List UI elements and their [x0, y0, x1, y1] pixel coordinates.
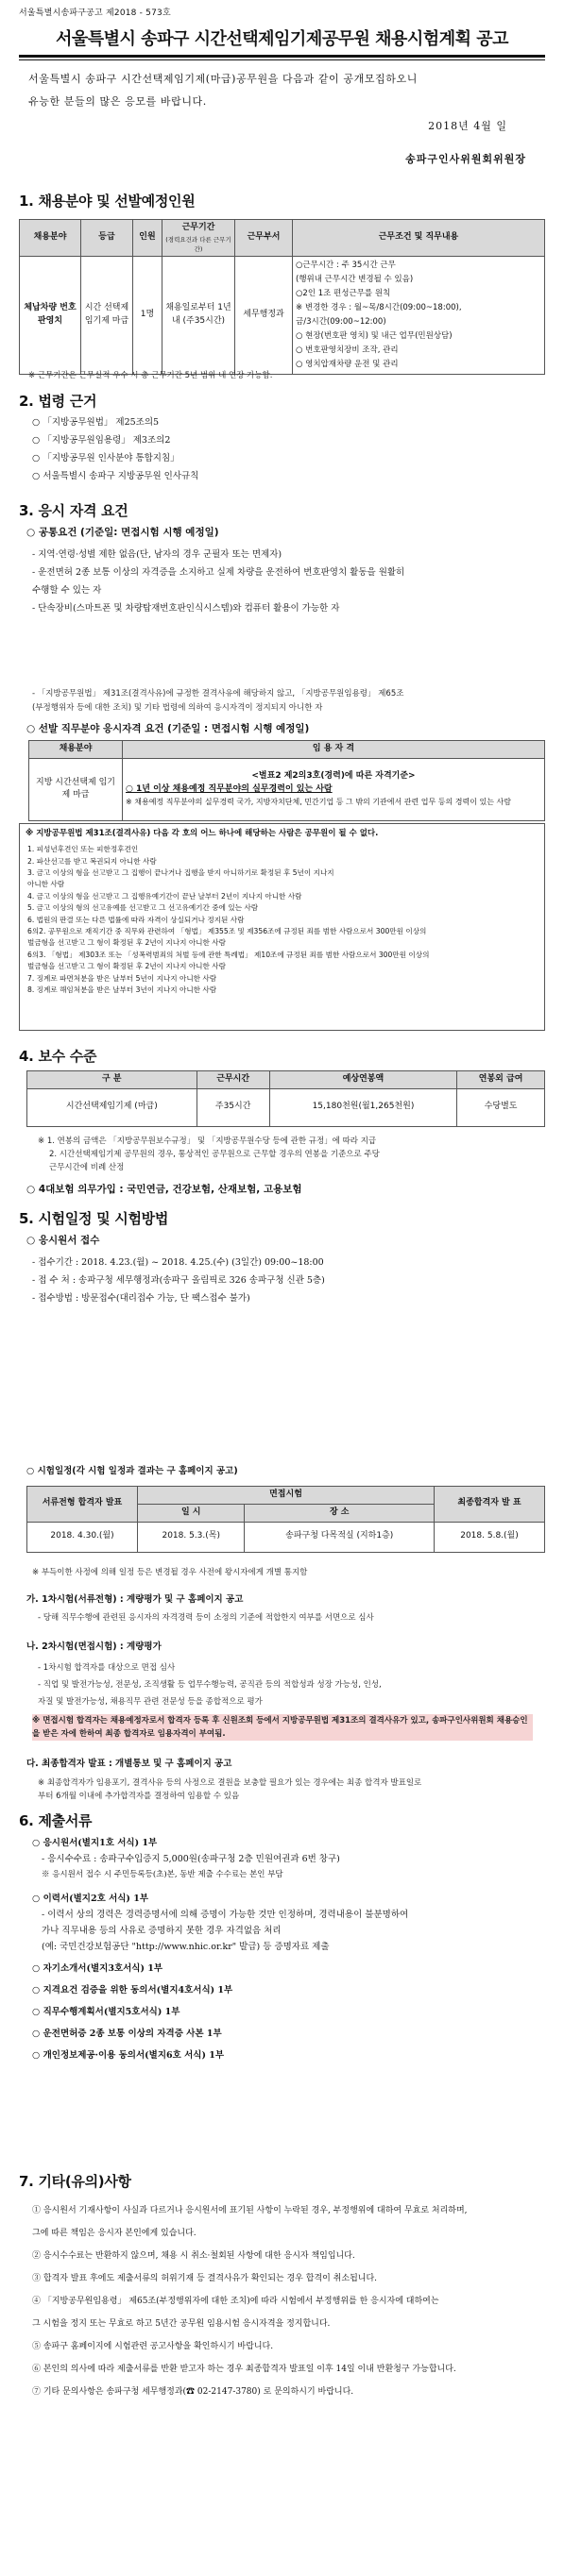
disq-item: 8. 징계로 해임처분을 받은 날부터 3년이 지나지 아니한 사람	[27, 985, 217, 995]
law-item: ○ 「지방공무원 인사분야 통합지침」	[32, 453, 179, 463]
qual-item: ○ 1년 이상 채용예정 직무분야의 실무경력이 있는 사람	[126, 784, 333, 795]
spacer	[32, 1883, 533, 1891]
salary-notes	[38, 1135, 380, 1174]
table-header-row	[27, 1487, 545, 1505]
document-item: ○ 직무수행계획서(별지5호서식) 1부	[32, 2007, 180, 2017]
cell-doc-date: 2018. 4.30.(월)	[27, 1522, 138, 1552]
col-period	[162, 220, 235, 257]
interview-warning: ※ 면접시험 합격자는 채용예정자로서 합격자 등록 후 신원조회 등에서 지방공무원법 제31조의 결격사유가 있고, 송파구인사위원회 채용승인을 받은 자에 한하여 최종 합격자로 임용자격이 부여됨.	[32, 1714, 533, 1741]
method-3-desc	[38, 1776, 421, 1803]
job-req-table	[28, 740, 545, 821]
intro-line-2: 유능한 분들의 많은 응모를 바랍니다.	[28, 95, 207, 108]
notice-item: ④ 「지방공무원임용령」 제65조(부정행위자에 대한 조치)에 따라 시험에서 부정행위를 한 응시자에 대하여는	[32, 2297, 439, 2306]
req-item: - 지역·연령·성별 제한 없음(단, 남자의 경우 군필자 또는 면제자)	[32, 549, 282, 560]
section-5-title: 5. 시험일정 및 시험방법	[19, 1210, 169, 1227]
period-note: ※ 근무기간은 근무실적 우수 시 총 근무기간 5년 범위 내 연장 가능함.	[28, 371, 273, 380]
salary-note: 근무시간에 비례 산정	[49, 1163, 125, 1172]
cell-salary: 15,180천원(월1,265천원)	[269, 1088, 457, 1126]
law-note	[32, 687, 403, 716]
cell-type: 시간선택제임기제 (마급)	[27, 1088, 197, 1126]
recruit-table	[19, 219, 545, 375]
document-item: ○ 응시원서(별지1호 서식) 1부	[32, 1838, 158, 1848]
document-item: ○ 운전면허증 2종 보통 이상의 자격증 사본 1부	[32, 2029, 222, 2039]
cell-hours: 주35시간	[197, 1088, 269, 1126]
col-grade: 등급	[81, 220, 133, 257]
section-7-title: 7. 기타(유의)사항	[19, 2173, 131, 2190]
req-item: - 운전면허 2종 보통 이상의 자격증을 소지하고 실제 차량을 운전하여 번호판영치 활동을 원활히	[32, 567, 405, 578]
method-line: - 직업 및 발전가능성, 전문성, 조직생활 등 업무수행능력, 공직관 등의 적합성과 성장 가능성, 인성,	[38, 1680, 382, 1690]
documents-list	[32, 1835, 533, 2063]
notice-item: ⑦ 기타 문의사항은 송파구청 세무행정과(☎ 02-2147-3780) 로 문의하시기 바랍니다.	[32, 2387, 354, 2397]
cell-interview-place: 송파구청 다목적실 (지하1층)	[245, 1522, 435, 1552]
cell-final-date: 2018. 5.8.(월)	[435, 1522, 545, 1552]
cell-interview-date: 2018. 5.3.(목)	[138, 1522, 245, 1552]
law-item: ○ 서울특별시 송파구 지방공무원 인사규칙	[32, 471, 199, 481]
col-dept: 근무부서	[235, 220, 293, 257]
page-title: 서울특별시 송파구 시간선택제임기제공무원 채용시험계획 공고	[55, 29, 509, 49]
issuing-org: 송파구인사위원회위원장	[405, 153, 526, 165]
cell-field: 지방 시간선택제 임기제 마급	[29, 758, 123, 820]
document-detail: ※ 응시원서 접수 시 주민등록등(초)본, 동반 제출 수수료는 본인 부담	[42, 1870, 283, 1879]
col-period-sub: (경력요건과 다른 근무기간)	[165, 235, 231, 253]
method-2-desc	[38, 1659, 382, 1710]
cell-period: 채용일로부터 1년 내 (주35시간)	[162, 257, 235, 375]
law-note-line: (부정행위자 등에 대한 조치) 및 기타 법령에 의하여 응시자격이 정지되지 아니한 자	[32, 703, 323, 713]
application-item: - 접수방법 : 방문접수(대리접수 가능, 단 팩스접수 불가)	[32, 1293, 250, 1304]
req-item: 수행할 수 있는 자	[32, 585, 102, 596]
qual-note: ※ 채용예정 직무분야의 실무경력 국가, 지방자치단체, 민간기업 등 그 밖의 기관에서 관련 업무 등의 경력이 있는 사람	[126, 798, 511, 807]
table-row	[27, 1522, 545, 1552]
document-detail: - 이력서 상의 경력은 경력증명서에 의해 증명이 가능한 것만 인정하며, 경력내용이 불분명하여	[42, 1910, 409, 1920]
cell-dept: 세무행정과	[235, 257, 293, 375]
col-hours: 근무시간	[197, 1071, 269, 1089]
disq-item: 2. 파산선고를 받고 복권되지 아니한 사람	[27, 856, 157, 866]
disq-item: 벌금형을 선고받고 그 형이 확정된 후 2년이 지나지 아니한 사람	[27, 938, 226, 948]
insurance-line: ○ 4대보험 의무가입 : 국민연금, 건강보험, 산재보험, 고용보험	[26, 1184, 302, 1195]
col-field: 채용분야	[20, 220, 81, 257]
disq-list	[20, 844, 544, 996]
section-6-title: 6. 제출서류	[19, 1812, 93, 1829]
col-duties: 근무조건 및 직무내용	[293, 220, 545, 257]
document-item: ○ 자기소개서(별지3호서식) 1부	[32, 1963, 163, 1974]
method-3-title: 다. 최종합격자 발표 : 개별통보 및 구 홈페이지 공고	[26, 1759, 232, 1769]
cell-extra: 수당별도	[457, 1088, 545, 1126]
law-item: ○ 「지방공무원법」 제25조의5	[32, 417, 160, 428]
section-3-title: 3. 응시 자격 요건	[19, 502, 128, 519]
disq-item: 벌금형을 선고받고 그 형이 확정된 후 2년이 지나지 아니한 사람	[27, 962, 226, 971]
method-1-desc: - 당해 직무수행에 관련된 응시자의 자격경력 등이 소정의 기준에 적합한지 여부를 서면으로 심사	[38, 1613, 374, 1623]
duty-line: 금/3시간(09:00~12:00)	[296, 317, 386, 328]
table-row	[20, 257, 545, 375]
intro-line-1: 서울특별시 송파구 시간선택제임기제(마급)공무원을 다음과 같이 공개모집하오니	[28, 73, 418, 85]
disqualification-box	[19, 823, 545, 1031]
application-title: ○ 응시원서 접수	[26, 1235, 100, 1246]
law-item-text: 「지방공무원법」 제25조의5	[43, 417, 160, 428]
col-salary: 예상연봉액	[269, 1071, 457, 1089]
document-item: ○ 이력서(별지2호 서식) 1부	[32, 1894, 149, 1904]
col-extra: 연봉외 급여	[457, 1071, 545, 1089]
disq-item: 6의2. 공무원으로 재직기간 중 직무와 관련하여 「형법」 제355조 및 제356조에 규정된 죄를 범한 사람으로서 300만원 이상의	[27, 927, 427, 936]
document-detail: 가나 직무내용 등의 사유로 증명하지 못한 경우 자격없음 처리	[42, 1926, 282, 1936]
col-doc-result: 서류전형 합격자 발표	[27, 1487, 138, 1523]
method-line: 자질 및 발전가능성, 채용직무 관련 전문성 등을 종합적으로 평가	[38, 1697, 263, 1707]
duty-line: ○근무시간 : 주 35시간 근무	[296, 261, 396, 271]
method-line: ※ 최종합격자가 임용포기, 결격사유 등의 사정으로 결원을 보충할 필요가 있는 경우에는 최종 합격자 발표일로	[38, 1778, 422, 1788]
cell-count: 1명	[133, 257, 162, 375]
cell-duties	[293, 257, 545, 375]
col-field: 채용분야	[29, 741, 123, 759]
salary-table	[26, 1070, 545, 1127]
law-item-text: 「지방공무원임용령」 제3조의2	[43, 435, 171, 446]
section-4-title: 4. 보수 수준	[19, 1048, 97, 1065]
disq-item: 5. 금고 이상의 형의 선고유예를 선고받고 그 선고유예기간 중에 있는 사람	[27, 903, 259, 913]
disq-item: 아니한 사람	[27, 880, 65, 889]
document-detail: - 응시수수료 : 송파구수입증지 5,000원(송파구청 2층 민원여권과 6번 창구)	[42, 1854, 340, 1864]
table-header-row	[29, 741, 545, 759]
notes-list	[32, 2199, 533, 2403]
notice-item: ⑤ 송파구 홈페이지에 시험관련 공고사항을 확인하시기 바랍니다.	[32, 2342, 274, 2351]
notice-item: ⑥ 본인의 의사에 따라 제출서류를 반환 받고자 하는 경우 최종합격자 발표일 이후 14일 이내 반환청구 가능합니다.	[32, 2365, 456, 2374]
disq-title: ※ 지방공무원법 제31조(결격사유) 다음 각 호의 어느 하나에 해당하는 사람은 공무원이 될 수 없다.	[26, 829, 379, 838]
document-item: ○ 개인정보제공·이용 동의서(별지6호 서식) 1부	[32, 2050, 225, 2061]
law-item-text: 서울특별시 송파구 지방공무원 인사규칙	[43, 471, 199, 481]
table-row	[29, 758, 545, 820]
table-row	[27, 1088, 545, 1126]
announcement-number: 서울특별시송파구공고 제2018 - 573호	[19, 8, 171, 18]
notice-item: ② 응시수수료는 반환하지 않으며, 채용 시 취소·철회된 사항에 대한 응시자 책임입니다.	[32, 2251, 355, 2261]
col-period-label: 근무기간	[181, 223, 215, 232]
announce-date: 2018년 4월 일	[428, 120, 507, 132]
application-item: - 접수기간 : 2018. 4.23.(월) ~ 2018. 4.25.(수) (3일간) 09:00~18:00	[32, 1257, 324, 1268]
duty-line: ※ 변경한 경우 : 월~목/8시간(09:00~18:00),	[296, 303, 462, 313]
disq-item: 7. 징계로 파면처분을 받은 날부터 5년이 지나지 아니한 사람	[27, 973, 217, 983]
col-type: 구 분	[27, 1071, 197, 1089]
disq-item: 1. 피성년후견인 또는 피한정후견인	[27, 845, 139, 854]
schedule-title: ○ 시험일정(각 시험 일정과 결과는 구 홈페이지 공고)	[26, 1466, 238, 1476]
job-req-title: ○ 선발 직무분야 응시자격 요건 (기준일 : 면접시험 시행 예정일)	[26, 723, 310, 734]
method-2-title: 나. 2차시험(면접시험) : 계량평가	[26, 1642, 162, 1652]
disq-item: 6. 법원의 판결 또는 다른 법률에 따라 자격이 상실되거나 정지된 사람	[27, 915, 245, 924]
notice-item: 그에 따른 책임은 응시자 본인에게 있습니다.	[32, 2229, 197, 2238]
common-req-title: ○ 공통요건 (기준일: 면접시험 시행 예정일)	[26, 527, 219, 538]
schedule-note: ※ 부득이한 사정에 의해 일정 등은 변경될 경우 사전에 왕시자에게 개별 통지함	[32, 1568, 308, 1577]
notice-item: 그 시험을 정지 또는 무효로 하고 5년간 공무원 임용시험 응시자격을 정지합니다.	[32, 2319, 331, 2329]
cell-qualification	[123, 758, 545, 820]
cell-field: 체납차량 번호판영치	[20, 257, 81, 375]
duty-line: (행위내 근무시간 변경될 수 있음)	[296, 275, 414, 285]
notice-item: ① 응시원서 기재사항이 사실과 다르거나 응시원서에 표기된 사항이 누락된 경우, 부정행위에 대하여 무효로 처리하며,	[32, 2206, 468, 2215]
document-item: ○ 지격요건 검증을 위한 동의서(별지4호서식) 1부	[32, 1985, 233, 1995]
col-interview: 면접시험	[138, 1487, 435, 1505]
method-1-title: 가. 1차시험(서류전형) : 계량평가 및 구 홈페이지 공고	[26, 1594, 244, 1605]
section-1-title: 1. 채용분야 및 선발예정인원	[19, 193, 196, 210]
application-list	[32, 1254, 533, 1307]
disq-item: 3. 금고 이상의 형을 선고받고 그 집행이 끝나거나 집행을 받지 아니하기로 확정된 후 5년이 지나지	[27, 867, 334, 877]
col-count: 인원	[133, 220, 162, 257]
table-header-row	[27, 1071, 545, 1089]
method-line: 부터 6개월 이내에 추가합격자를 결정하여 임용할 수 있음	[38, 1792, 240, 1801]
col-final: 최종합격자 발 표	[435, 1487, 545, 1523]
schedule-table	[26, 1486, 545, 1553]
law-list	[32, 413, 533, 485]
duty-line: ○ 번호판영치장비 조작, 관리	[296, 345, 399, 356]
common-req-list	[32, 546, 533, 617]
duty-line: ○ 현장(번호판 영치) 및 내근 업무(민원상담)	[296, 331, 453, 342]
salary-note: ※ 1. 연봉의 금액은 「지방공무원보수규정」 및 「지방공무원수당 등에 관한 규정」에 따라 지급	[38, 1136, 377, 1146]
document-detail: (예: 국민건강보험공단 "http://www.nhic.or.kr" 발급) 등 증명자료 제출	[42, 1942, 330, 1952]
application-item: - 접 수 처 : 송파구청 세무행정과(송파구 올림픽로 326 송파구청 신관 5층)	[32, 1275, 325, 1286]
intro-text	[28, 68, 538, 113]
col-qualification: 임 용 자 격	[123, 741, 545, 759]
disq-item: 6의3. 「형법」 제303조 또는 「성폭력범죄의 처벌 등에 관한 특례법」 제10조에 규정된 죄를 범한 사람으로서 300만원 이상의	[27, 950, 430, 959]
qual-title: <별표2 제2의3호(경력)에 따른 자격기준>	[251, 771, 416, 782]
law-item: ○ 「지방공무원임용령」 제3조의2	[32, 435, 171, 446]
col-place: 장 소	[245, 1504, 435, 1522]
title-divider-thin	[19, 59, 545, 60]
salary-note: 2. 시간선택제임기제 공무원의 경우, 통상적인 공무원으로 근무할 경우의 연봉을 기준으로 주당	[49, 1150, 380, 1159]
duty-line: ○2인 1조 편성근무를 원칙	[296, 289, 391, 299]
law-item-text: 「지방공무원 인사분야 통합지침」	[43, 453, 179, 463]
method-line: - 1차시험 합격자를 대상으로 면접 심사	[38, 1663, 176, 1673]
col-datetime: 일 시	[138, 1504, 245, 1522]
table-header-row	[20, 220, 545, 257]
disq-item: 4. 금고 이상의 형을 선고받고 그 집행유예기간이 끝난 날부터 2년이 지나지 아니한 사람	[27, 891, 302, 901]
duty-line: ○ 영치압재차량 운전 및 관리	[296, 360, 399, 370]
req-item: - 단속장비(스마트폰 및 차량탑재번호판인식시스템)와 컴퓨터 활용이 가능한 자	[32, 603, 340, 614]
notice-item: ③ 합격자 발표 후에도 제출서류의 허위기재 등 결격사유가 확인되는 경우 합격이 취소됩니다.	[32, 2274, 378, 2283]
cell-grade: 시간 선택제 임기제 마급	[81, 257, 133, 375]
title-divider	[19, 55, 545, 58]
law-note-line: - 「지방공무원법」 제31조(결격사유)에 규정한 결격사유에 해당하지 않고, 「지방공무원임용령」 제65조	[32, 689, 404, 699]
section-2-title: 2. 법령 근거	[19, 393, 97, 410]
